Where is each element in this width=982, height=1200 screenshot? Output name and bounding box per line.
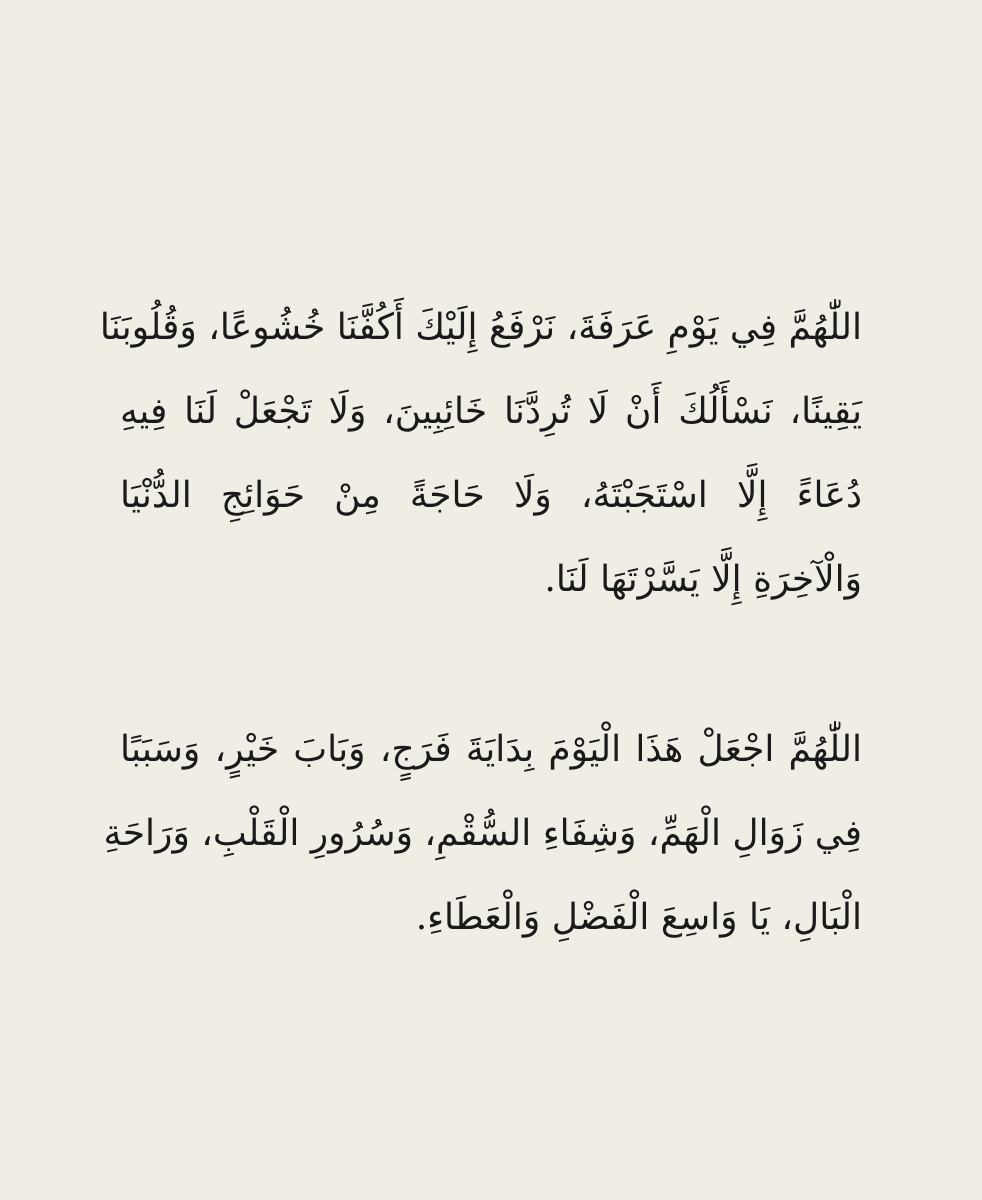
text-line: اللّٰهُمَّ اجْعَلْ هَذَا الْيَوْمَ بِدَايَةَ فَرَجٍ، وَبَابَ خَيْرٍ، وَسَبَبًا bbox=[120, 729, 862, 770]
text-line: فِي زَوَالِ الْهَمِّ، وَشِفَاءِ السُّقْمِ، وَسُرُورِ الْقَلْبِ، وَرَاحَةِ bbox=[103, 813, 862, 854]
text-line: اللّٰهُمَّ فِي يَوْمِ عَرَفَةَ، نَرْفَعُ إِلَيْكَ أَكُفَّنَا خُشُوعًا، وَقُلُوبَنَا bbox=[99, 307, 862, 348]
text-line: يَقِينًا، نَسْأَلُكَ أَنْ لَا تُرِدَّنَا خَائِبِينَ، وَلَا تَجْعَلْ لَنَا فِيهِ bbox=[120, 391, 862, 432]
prayer-paragraph-arafah bbox=[99, 286, 862, 622]
text-line: وَالْآخِرَةِ إِلَّا يَسَّرْتَهَا لَنَا. bbox=[544, 559, 862, 600]
text-line: الْبَالِ، يَا وَاسِعَ الْفَضْلِ وَالْعَطَاءِ. bbox=[415, 897, 862, 938]
prayer-paragraph-relief bbox=[103, 708, 862, 960]
text-line: دُعَاءً إِلَّا اسْتَجَبْتَهُ، وَلَا حَاجَةً مِنْ حَوَائِجِ الدُّنْيَا bbox=[120, 475, 862, 516]
